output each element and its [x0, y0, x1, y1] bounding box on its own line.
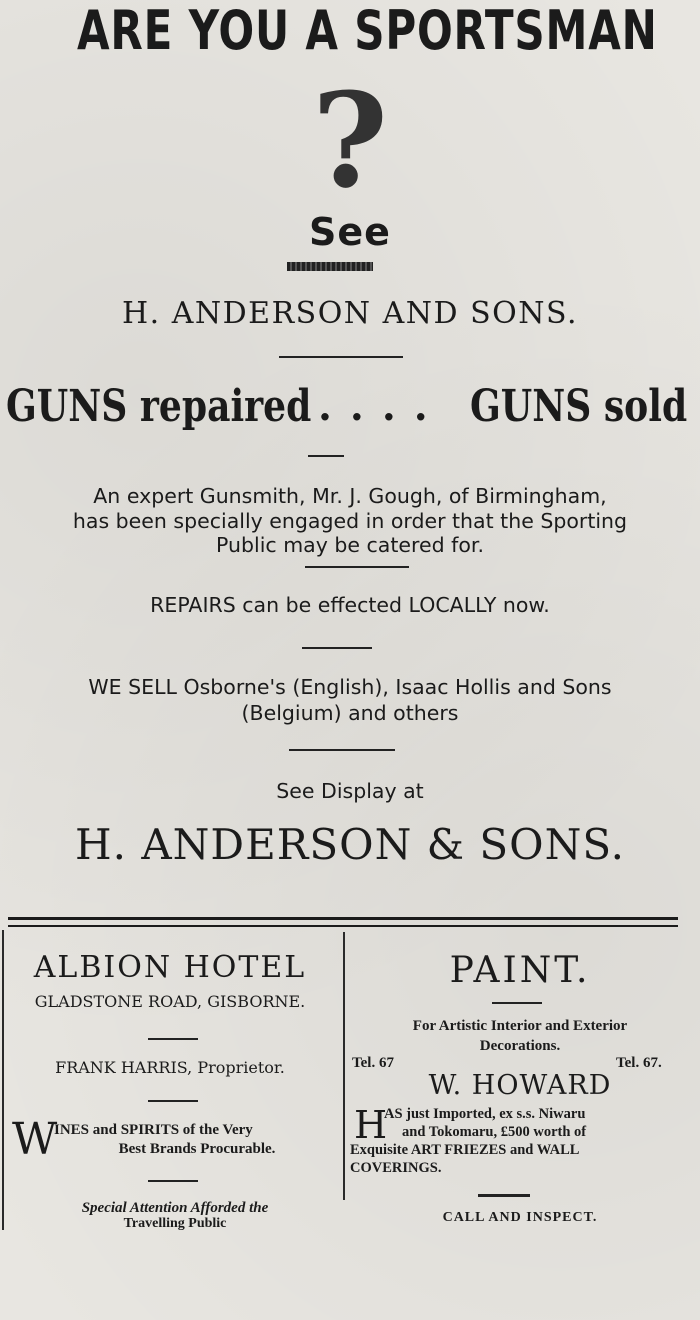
albion-title: ALBION HOTEL [33, 950, 307, 985]
guns-row [0, 378, 700, 438]
albion-proprietor: FRANK HARRIS, Proprietor. [55, 1058, 285, 1077]
divider [478, 1194, 530, 1197]
guns-sold: GUNS sold [470, 381, 688, 432]
section-rule [8, 925, 678, 927]
paragraph-line: Public may be catered for. [216, 533, 484, 557]
firm-name: H. ANDERSON AND SONS. [121, 296, 579, 331]
has-drop-cap: H [354, 1103, 388, 1147]
headline: ARE YOU A SPORTSMAN [77, 0, 658, 62]
divider [148, 1038, 198, 1040]
special-line: Travelling Public [123, 1216, 227, 1231]
paint-title: PAINT. [449, 950, 591, 991]
divider [289, 749, 395, 751]
has-line: Exquisite ART FRIEZES and WALL [350, 1142, 580, 1158]
has-line: AS just Imported, ex s.s. Niwaru [384, 1106, 586, 1122]
divider [308, 455, 344, 457]
call-and-inspect: CALL AND INSPECT. [442, 1210, 598, 1225]
divider [305, 566, 409, 568]
gunsmith-paragraph [0, 484, 700, 558]
question-mark: ? [311, 64, 389, 217]
repairs-line: REPAIRS can be effected LOCALLY now. [150, 593, 550, 617]
special-line: Special Attention Afforded the [81, 1200, 269, 1216]
howard-name: W. HOWARD [428, 1070, 612, 1101]
paragraph-line: has been specially engaged in order that the Sporting [72, 508, 628, 533]
see-underline [287, 262, 373, 271]
guns-dots: .... [318, 383, 446, 430]
divider [148, 1180, 198, 1182]
sell-line: WE SELL Osborne's (English), Isaac Hollis and Sons [88, 675, 612, 699]
divider [279, 356, 403, 358]
divider [302, 647, 372, 649]
has-line: COVERINGS. [350, 1160, 442, 1176]
column-divider [343, 932, 345, 1200]
paragraph-line: An expert Gunsmith, Mr. J. Gough, of Birmingham, [93, 484, 607, 508]
wines-line: Best Brands Procurable. [118, 1141, 276, 1157]
paint-description: For Artistic Interior and Exterior [412, 1018, 628, 1034]
sell-paragraph [0, 674, 700, 726]
sell-line: (Belgium) and others [241, 701, 459, 725]
wines-drop-cap: W [12, 1114, 58, 1165]
has-line: and Tokomaru, £500 worth of [402, 1124, 587, 1140]
telephone-right: Tel. 67. [616, 1055, 662, 1071]
see-word: See [309, 210, 391, 254]
section-rule [8, 917, 678, 920]
firm-name-large: H. ANDERSON & SONS. [75, 820, 625, 869]
display-line: See Display at [276, 779, 424, 803]
albion-address: GLADSTONE ROAD, GISBORNE. [34, 992, 306, 1011]
wines-line: INES and SPIRITS of the Very [54, 1122, 253, 1138]
telephone-left: Tel. 67 [352, 1055, 394, 1071]
guns-repaired: GUNS repaired [6, 381, 312, 432]
divider [148, 1100, 198, 1102]
divider [492, 1002, 542, 1004]
paint-description: Decorations. [479, 1038, 561, 1054]
